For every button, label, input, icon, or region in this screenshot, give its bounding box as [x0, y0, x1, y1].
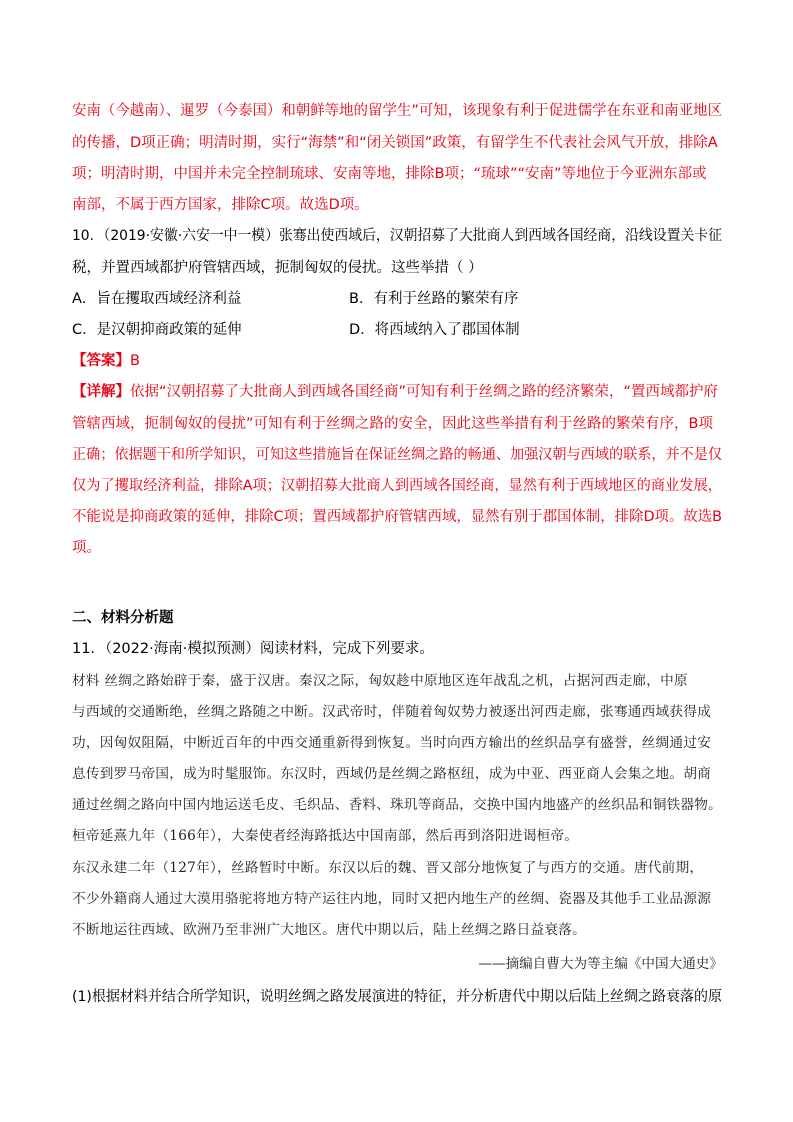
- prev-answer-line-1: 安南（今越南）、暹罗（今泰国）和朝鲜等地的留学生”可知，该现象有利于促进儒学在东亚和南亚地区: [72, 103, 723, 119]
- material-line-4: 息传到罗马帝国，成为时髦服饰。东汉时，西域仍是丝绸之路枢纽，成为中亚、西亚商人会集之地。胡商: [72, 766, 712, 782]
- material-line-5: 通过丝绸之路向中国内地运送毛皮、毛织品、香料、珠玑等商品，交换中国内地盛产的丝织品和铜铁器物。: [72, 797, 723, 813]
- detail-tag: 【详解】: [72, 384, 130, 400]
- q10-detail-line-1: [72, 382, 718, 402]
- q10-option-a: A．旨在攫取西域经济利益: [72, 291, 242, 307]
- material-line-3: 功，因匈奴阻隔，中断近百年的中西交通重新得到恢复。当时向西方输出的丝织品享有盛誉，丝绸通过安: [72, 735, 712, 751]
- material-line-7: 东汉永建二年（127年），丝路暂时中断。东汉以后的魏、晋又部分地恢复了与西方的交通。唐代前期，: [72, 860, 704, 876]
- q10-option-c: C．是汉朝抑商政策的延伸: [72, 322, 242, 338]
- q11-stem: 11．（2022·海南·模拟预测）阅读材料，完成下列要求。: [72, 641, 434, 657]
- q10-detail-line-4: 仅为了攫取经济利益，排除A项；汉朝招募大批商人到西域各国经商，显然有利于西域地区的商业发展，: [72, 478, 722, 494]
- q10-detail-line-5: 不能说是抑商政策的延伸，排除C项；置西域都护府管辖西域，显然有别于郡国体制，排除D项。故选B: [72, 509, 723, 525]
- answer-value: B: [130, 353, 140, 369]
- q10-option-d: D．将西域纳入了郡国体制: [349, 322, 520, 338]
- q10-detail-line-2: 管辖西域，扼制匈奴的侵扰”可知有利于丝绸之路的安全，因此这些举措有利于丝路的繁荣有序，B项: [72, 416, 713, 432]
- q10-detail-line-3: 正确；依据题干和所学知识，可知这些措施旨在保证丝绸之路的畅通、加强汉朝与西域的联系，并不是仅: [72, 447, 722, 463]
- q10-stem-line-2: 税，并置西域都护府管辖西域，扼制匈奴的侵扰。这些举措（ ）: [72, 260, 483, 276]
- detail-text-1: 依据“汉朝招募了大批商人到西域各国经商”可知有利于丝绸之路的经济繁荣，“置西域都护府: [130, 384, 719, 400]
- material-line-9: 不断地运往西域、欧洲乃至非洲广大地区。唐代中期以后，陆上丝绸之路日益衰落。: [72, 922, 587, 938]
- q11-sub-question-1: (1)根据材料并结合所学知识，说明丝绸之路发展演进的特征，并分析唐代中期以后陆上丝绸之路衰落的原: [72, 989, 723, 1005]
- q10-stem-line-1: 10．（2019·安徽·六安一中一模）张骞出使西域后，汉朝招募了大批商人到西域各国经商，沿线设置关卡征: [72, 228, 722, 244]
- material-source: ——摘编自曹大为等主编《中国大通史》: [478, 956, 723, 972]
- prev-answer-line-3: 项；明清时期，中国并未完全控制琉球、安南等地，排除B项；“琉球”“安南”等地位于今亚洲东部或: [72, 166, 707, 182]
- material-line-8: 不少外籍商人通过大漠用骆驼将地方特产运往内地，同时又把内地生产的丝绸、瓷器及其他手工业品源源: [72, 891, 712, 907]
- q10-option-b: B．有利于丝路的繁荣有序: [349, 291, 519, 307]
- prev-answer-line-2: 的传播，D项正确；明清时期，实行“海禁”和“闭关锁国”政策，有留学生不代表社会风气开放，排除A: [72, 135, 718, 151]
- material-line-1: 材料 丝绸之路始辟于秦，盛于汉唐。秦汉之际，匈奴趁中原地区连年战乱之机，占据河西走廊，中原: [72, 673, 688, 689]
- material-line-2: 与西域的交通断绝，丝绸之路随之中断。汉武帝时，伴随着匈奴势力被逐出河西走廊，张骞通西域获得成: [72, 704, 712, 720]
- section-title: 二、材料分析题: [72, 610, 174, 626]
- q10-answer: [72, 351, 140, 371]
- material-line-6: 桓帝延熹九年（166年），大秦使者经海路抵达中国南部，然后再到洛阳进谒桓帝。: [72, 828, 579, 844]
- answer-tag: 【答案】: [72, 353, 130, 369]
- prev-answer-line-4: 南部，不属于西方国家，排除C项。故选D项。: [72, 197, 369, 213]
- q10-detail-line-6: 项。: [72, 540, 101, 556]
